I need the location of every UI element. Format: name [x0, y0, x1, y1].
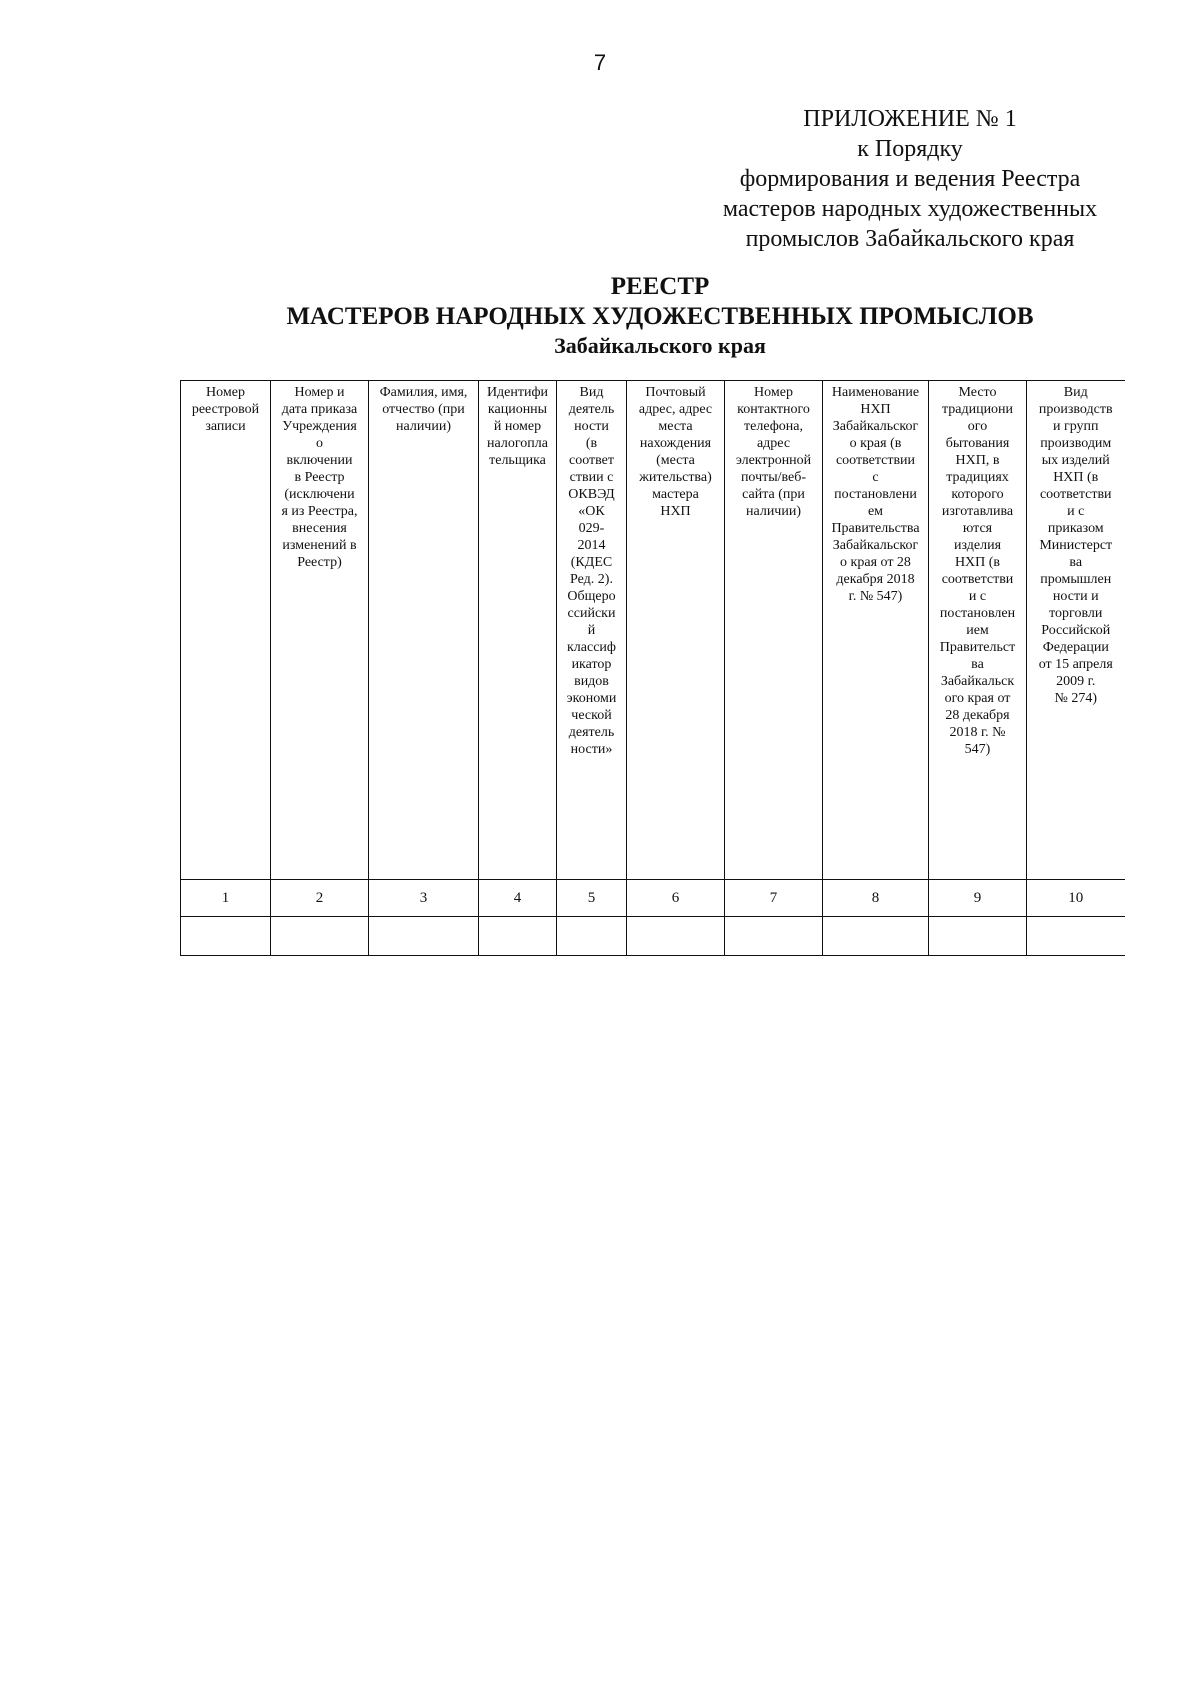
column-number: 7 — [725, 880, 823, 917]
column-header: Номер и дата приказа Учреждения о включении в Реестр (исключени я из Реестра, внесения изменений в Реестр) — [271, 381, 369, 880]
appendix-line: формирования и ведения Реестра — [739, 166, 1081, 192]
column-number: 10 — [1027, 880, 1125, 917]
title-subline: Забайкальского края — [554, 333, 766, 358]
column-header: Почтовый адрес, адрес места нахождения (места жительства) мастера НХП — [627, 381, 725, 880]
column-header: Вид деятель ности (в соответ ствии с ОКВЭД «ОК 029- 2014 (КДЕС Ред. 2). Общеро ссийски й классиф икатор видов экономи ческой деятель ности» — [557, 381, 627, 880]
column-number: 2 — [271, 880, 369, 917]
table-cell — [271, 917, 369, 956]
table-cell — [1027, 917, 1125, 956]
appendix-header — [700, 104, 1120, 254]
table-row — [181, 917, 1125, 956]
column-number: 3 — [369, 880, 479, 917]
table-cell — [823, 917, 929, 956]
column-number-row — [181, 880, 1125, 917]
table-cell — [929, 917, 1027, 956]
column-number: 9 — [929, 880, 1027, 917]
table-header-row — [181, 381, 1125, 880]
table-cell — [557, 917, 627, 956]
column-header: Наименование НХП Забайкальског о края (в соответствии с постановлени ем Правительства Забайкальског о края от 28 декабря 2018 г. № 547) — [823, 381, 929, 880]
appendix-line: промыслов Забайкальского края — [745, 226, 1075, 252]
column-header: Идентифи кационны й номер налогопла тельщика — [479, 381, 557, 880]
table-cell — [627, 917, 725, 956]
title-line: РЕЕСТР — [610, 273, 710, 300]
table-cell — [479, 917, 557, 956]
column-header: Место традициони ого бытования НХП, в традициях которого изготавлива ются изделия НХП (в соответстви и с постановлен ием Правительст ва Забайкальск ого края от 28 декабря 2018 г. № 547) — [929, 381, 1027, 880]
registry-table — [180, 380, 1125, 956]
appendix-line: к Порядку — [857, 136, 963, 162]
table-cell — [369, 917, 479, 956]
appendix-line: мастеров народных художественных — [722, 196, 1098, 222]
appendix-line: ПРИЛОЖЕНИЕ № 1 — [803, 106, 1017, 132]
page-number: 7 — [593, 50, 607, 75]
column-header: Номер контактного телефона, адрес электронной почты/веб- сайта (при наличии) — [725, 381, 823, 880]
column-header: Фамилия, имя, отчество (при наличии) — [369, 381, 479, 880]
column-number: 4 — [479, 880, 557, 917]
column-number: 6 — [627, 880, 725, 917]
table-cell — [181, 917, 271, 956]
column-number: 5 — [557, 880, 627, 917]
title-line: МАСТЕРОВ НАРОДНЫХ ХУДОЖЕСТВЕННЫХ ПРОМЫСЛОВ — [286, 303, 1034, 330]
document-title — [160, 272, 1160, 360]
column-header: Номер реестровой записи — [181, 381, 271, 880]
column-header: Вид производств и групп производим ых изделий НХП (в соответстви и с приказом Министерст ва промышлен ности и торговли Российской Федерации от 15 апреля 2009 г. № 274) — [1027, 381, 1125, 880]
table-cell — [725, 917, 823, 956]
column-number: 1 — [181, 880, 271, 917]
column-number: 8 — [823, 880, 929, 917]
